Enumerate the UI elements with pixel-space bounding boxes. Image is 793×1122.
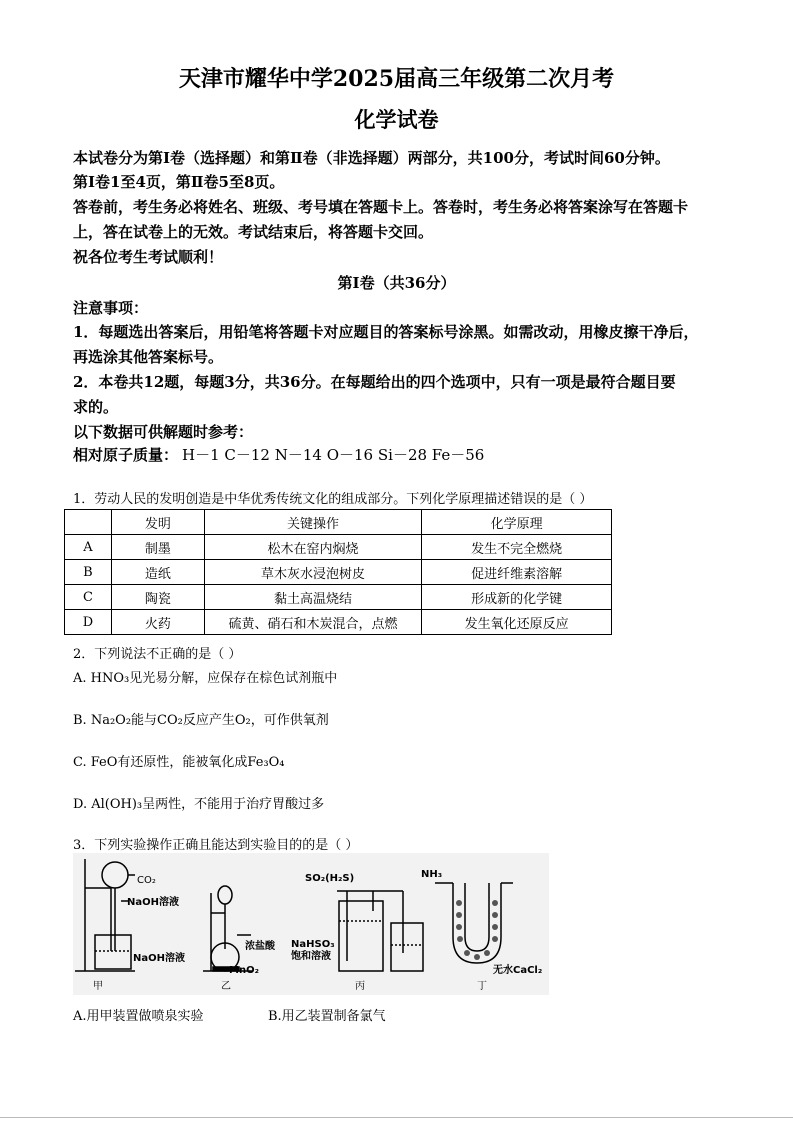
- note-1-line-2: 再选涂其他答案标号。: [73, 348, 224, 366]
- intro-line-4: 上，答在试卷上的无效。考试结束后，将答题卡交回。: [73, 223, 434, 241]
- label-naoh-top: NaOH溶液: [127, 897, 179, 908]
- table-cell: C: [65, 585, 112, 610]
- q2-option-d: D. Al(OH)₃呈两性，不能用于治疗胃酸过多: [73, 797, 325, 812]
- label-saturated: 饱和溶液: [291, 951, 331, 962]
- q2-option-a: A. HNO₃见光易分解，应保存在棕色试剂瓶中: [73, 671, 338, 686]
- table-header-row: [65, 510, 612, 535]
- table-cell: 陶瓷: [111, 585, 204, 610]
- q2-option-c: C. FeO有还原性，能被氧化成Fe₃O₄: [73, 755, 285, 770]
- label-so2: SO₂(H₂S): [305, 873, 355, 884]
- table-row: [65, 585, 612, 610]
- apparatus-yi: [203, 886, 253, 971]
- caption-jia: 甲: [93, 981, 103, 992]
- q3-stem: 3．下列实验操作正确且能达到实验目的的是（ ）: [73, 838, 359, 853]
- q2-stem: 2．下列说法不正确的是（ ）: [73, 647, 242, 662]
- label-co2: CO₂: [137, 875, 156, 886]
- apparatus-bing: [337, 891, 423, 971]
- table-cell: 发生氧化还原反应: [422, 610, 612, 635]
- section-heading: 第Ⅰ卷（共36分）: [337, 274, 456, 292]
- table-row: [65, 610, 612, 635]
- note-2-line-1: 2．本卷共12题，每题3分，共36分。在每题给出的四个选项中，只有一项是最符合题目要: [73, 373, 676, 391]
- label-mno2: MnO₂: [229, 965, 259, 976]
- intro-line-3: 答卷前，考生务必将姓名、班级、考号填在答题卡上。答卷时，考生务必将答案涂写在答题卡: [73, 198, 689, 216]
- table-cell: 形成新的化学键: [422, 585, 612, 610]
- intro-line-2: 第Ⅰ卷1至4页，第Ⅱ卷5至8页。: [73, 173, 285, 191]
- table-header-cell: 化学原理: [422, 510, 612, 535]
- table-row: [65, 560, 612, 585]
- table-header-cell: [65, 510, 112, 535]
- intro-line-5: 祝各位考生考试顺利！: [73, 248, 224, 266]
- note-1-line-1: 1．每题选出答案后，用铅笔将答题卡对应题目的答案标号涂黑。如需改动，用橡皮擦干净后，: [73, 323, 699, 341]
- apparatus-jia: [75, 859, 135, 971]
- label-cacl2: 无水CaCl₂: [493, 965, 543, 976]
- q3-option-b: B.用乙装置制备氯气: [268, 1009, 386, 1024]
- caption-yi: 乙: [221, 981, 231, 992]
- note-2-line-2: 求的。: [73, 398, 119, 416]
- table-cell: 黏土高温烧结: [204, 585, 422, 610]
- table-cell: D: [65, 610, 112, 635]
- label-conc-hcl: 浓盐酸: [245, 941, 275, 952]
- exam-title: 天津市耀华中学2025届高三年级第二次月考: [178, 66, 615, 92]
- table-cell: 造纸: [111, 560, 204, 585]
- q1-table: [64, 509, 612, 635]
- table-cell: A: [65, 535, 112, 560]
- q2-option-b: B. Na₂O₂能与CO₂反应产生O₂，可作供氧剂: [73, 713, 329, 728]
- apparatus-ding: [435, 883, 513, 963]
- caption-bing: 丙: [355, 981, 365, 992]
- atomic-mass-line: [73, 444, 484, 465]
- table-row: [65, 535, 612, 560]
- table-cell: 硫黄、硝石和木炭混合，点燃: [204, 610, 422, 635]
- table-cell: 草木灰水浸泡树皮: [204, 560, 422, 585]
- q3-apparatus-figure: [73, 853, 549, 995]
- table-cell: 制墨: [111, 535, 204, 560]
- atomic-mass-values: H－1 C－12 N－14 O－16 Si－28 Fe－56: [182, 446, 485, 464]
- table-header-cell: 发明: [111, 510, 204, 535]
- q3-option-a: A.用甲装置做喷泉实验: [73, 1009, 204, 1024]
- notes-title: 注意事项：: [73, 299, 149, 317]
- table-cell: 发生不完全燃烧: [422, 535, 612, 560]
- data-title: 以下数据可供解题时参考：: [73, 423, 254, 441]
- exam-subtitle: 化学试卷: [354, 107, 439, 132]
- page-bottom-divider: [0, 1117, 793, 1118]
- table-cell: B: [65, 560, 112, 585]
- intro-line-1: 本试卷分为第Ⅰ卷（选择题）和第Ⅱ卷（非选择题）两部分，共100分，考试时间60分钟。: [73, 149, 670, 167]
- table-cell: 促进纤维素溶解: [422, 560, 612, 585]
- label-nh3: NH₃: [421, 869, 443, 880]
- q1-stem: 1．劳动人民的发明创造是中华优秀传统文化的组成部分。下列化学原理描述错误的是（ ）: [73, 492, 593, 507]
- caption-ding: 丁: [477, 981, 487, 992]
- table-cell: 火药: [111, 610, 204, 635]
- table-cell: 松木在窑内焖烧: [204, 535, 422, 560]
- table-header-cell: 关键操作: [204, 510, 422, 535]
- apparatus-diagram: [73, 853, 549, 995]
- atomic-mass-label: 相对原子质量：: [73, 446, 179, 464]
- label-naoh-bottom: NaOH溶液: [133, 953, 185, 964]
- label-nahso3: NaHSO₃: [291, 939, 335, 950]
